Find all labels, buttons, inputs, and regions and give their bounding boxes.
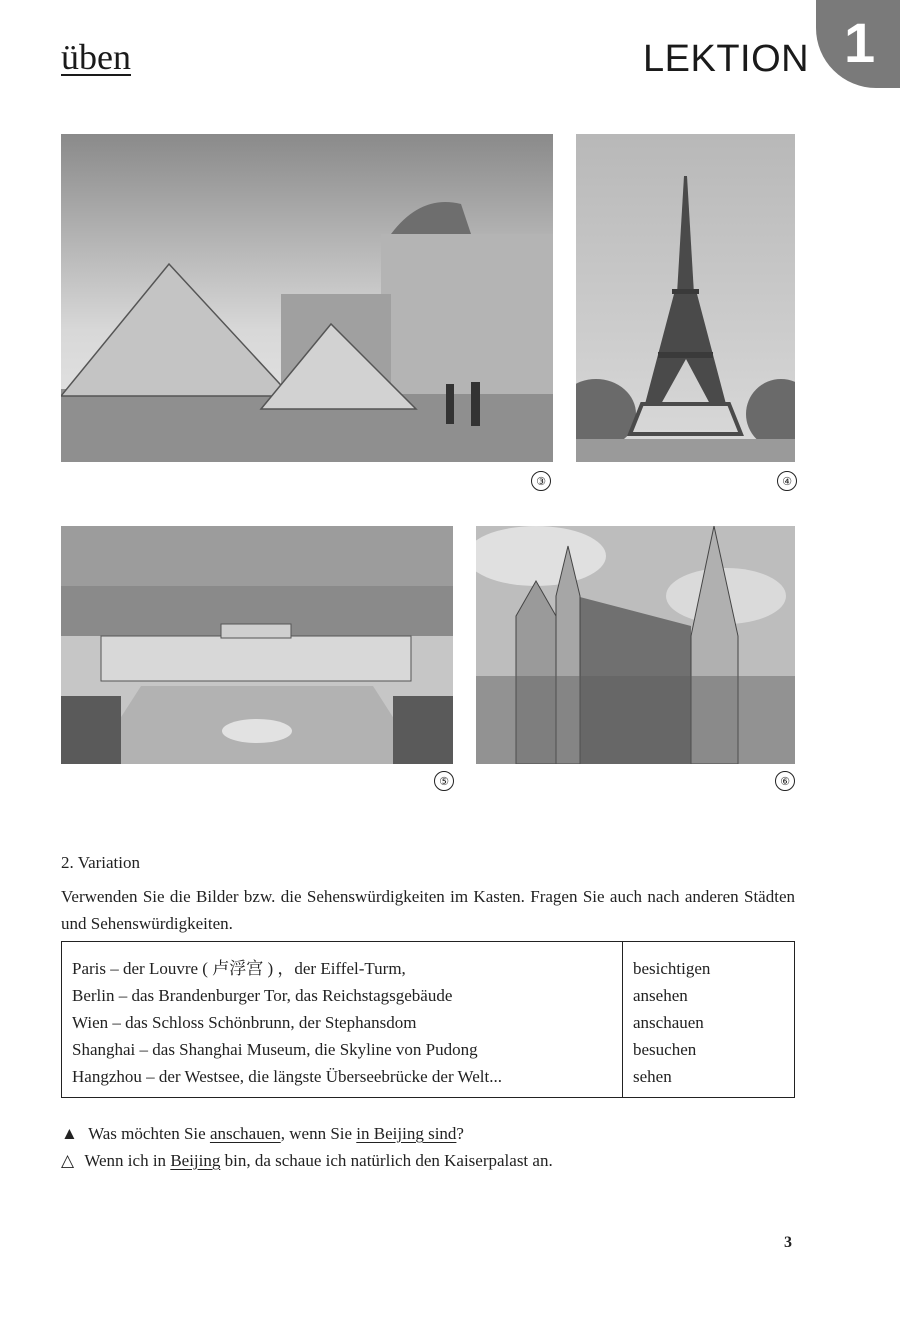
answer-text: bin, da schaue ich natürlich den Kaiserpalast an. (220, 1151, 553, 1170)
answer-underlined-place: Beijing (170, 1151, 221, 1170)
verb-item: anschauen (633, 1013, 704, 1032)
photo-number: ④ (777, 471, 797, 491)
verb-item: ansehen (633, 986, 688, 1005)
photo-louvre (61, 134, 553, 462)
question-underlined-place: in Beijing sind (356, 1124, 457, 1143)
lektion-label: LEKTION (643, 38, 810, 80)
exercise-instruction: Verwenden Sie die Bilder bzw. die Sehenswürdigkeiten im Kasten. Fragen Sie auch nach anderen Städten und Sehenswürdigkeiten. (61, 887, 795, 933)
page-number: 3 (784, 1234, 792, 1251)
place-item: Berlin – das Brandenburger Tor, das Reichstagsgebäude (72, 986, 453, 1005)
filled-triangle-icon: ▲ (61, 1124, 78, 1143)
lektion-badge (816, 0, 900, 88)
dialog-answer (61, 1151, 553, 1171)
dialog-question (61, 1124, 464, 1144)
lektion-number: 1 (844, 11, 876, 74)
verb-item: sehen (633, 1067, 672, 1086)
photo-stephansdom (476, 526, 795, 764)
place-item: Wien – das Schloss Schönbrunn, der Stephansdom (72, 1013, 417, 1032)
verb-item: besichtigen (633, 959, 711, 978)
exercise-heading: 2. Variation (61, 853, 141, 872)
verb-item: besuchen (633, 1040, 697, 1059)
photo-number: ⑥ (775, 771, 795, 791)
photo-schoenbrunn (61, 526, 453, 764)
places-list (72, 955, 502, 1090)
question-text: Was möchten Sie (88, 1124, 210, 1143)
photo-eiffel-tower (576, 134, 795, 462)
place-item: Shanghai – das Shanghai Museum, die Skyline von Pudong (72, 1040, 478, 1059)
place-item: Paris – der Louvre ( 卢浮宫 ) ，der Eiffel-Turm, (72, 959, 406, 978)
vocabulary-box (61, 941, 795, 1098)
question-text: , wenn Sie (280, 1124, 357, 1143)
column-divider (622, 942, 623, 1097)
outline-triangle-icon: △ (61, 1151, 75, 1170)
photo-number: ⑤ (434, 771, 454, 791)
question-underlined-verb: anschauen (209, 1124, 281, 1143)
answer-text: Wenn ich in (84, 1151, 171, 1170)
question-text: ? (456, 1124, 464, 1143)
photo-number: ③ (531, 471, 551, 491)
verbs-list (633, 955, 710, 1090)
place-item: Hangzhou – der Westsee, die längste Überseebrücke der Welt... (72, 1067, 502, 1086)
section-title: üben (61, 37, 131, 77)
